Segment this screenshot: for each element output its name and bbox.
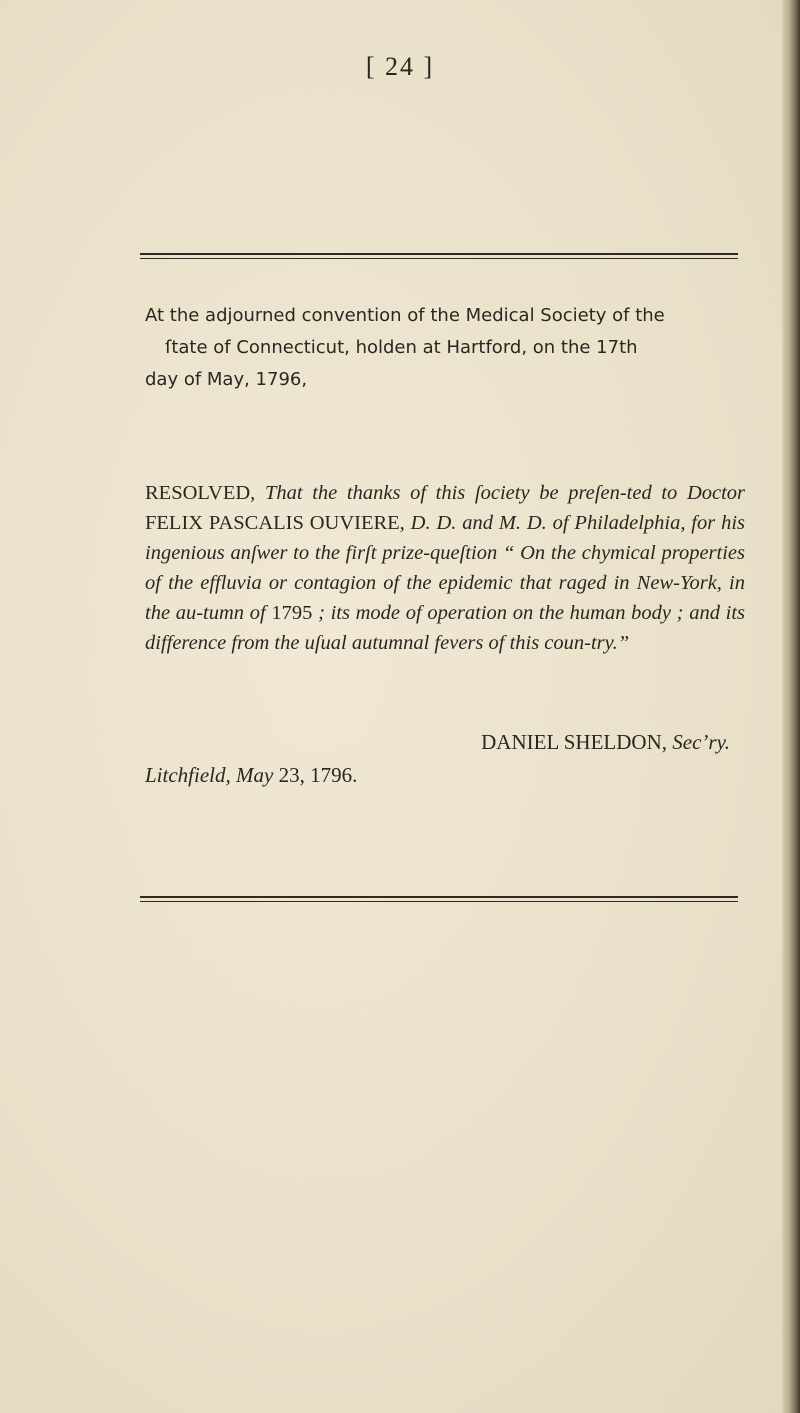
- resolution-text-1: That the thanks of this ſociety be preſen-ted to: [264, 482, 678, 504]
- signatory-name: DANIEL SHELDON,: [481, 730, 668, 754]
- resolution-title: Doctor: [686, 482, 746, 504]
- signature-line: [145, 727, 730, 757]
- dateline: [145, 760, 745, 790]
- page-edge-shadow: [782, 0, 800, 1413]
- resolved-keyword: RESOLVED,: [145, 482, 256, 504]
- preamble-line-2: ſtate of Connecticut, holden at Hartford, on the 17th: [165, 337, 638, 358]
- preamble-line-1: At the adjourned convention of the Medical Society of the: [145, 305, 665, 326]
- honoree-name: FELIX PASCALIS OUVIERE,: [145, 512, 405, 534]
- resolution-paragraph: [145, 478, 745, 658]
- resolution-text-3: ; its mode of operation on the human body ; and its difference from the uſual autumnal fevers of this coun-try.”: [145, 602, 745, 654]
- signatory-title: Sec’ry.: [672, 730, 730, 754]
- dateline-date: 23, 1796.: [278, 763, 358, 787]
- page-number: [ 24 ]: [365, 52, 435, 81]
- dateline-place: Litchfield, May: [145, 763, 274, 787]
- resolution-year: 1795: [271, 602, 313, 624]
- resolution-text-2: D. D. and M. D. of Philadelphia, for his ingenious anſwer to the firſt prize-queſtion “ On the chymical properties of the effluvia or contagion of the epidemic that raged in New-York, in the au-tumn of: [145, 512, 746, 624]
- bottom-double-rule: [140, 896, 738, 902]
- preamble-line-3: day of May, 1796,: [145, 369, 308, 390]
- preamble-paragraph: [145, 300, 745, 396]
- top-double-rule: [140, 253, 738, 259]
